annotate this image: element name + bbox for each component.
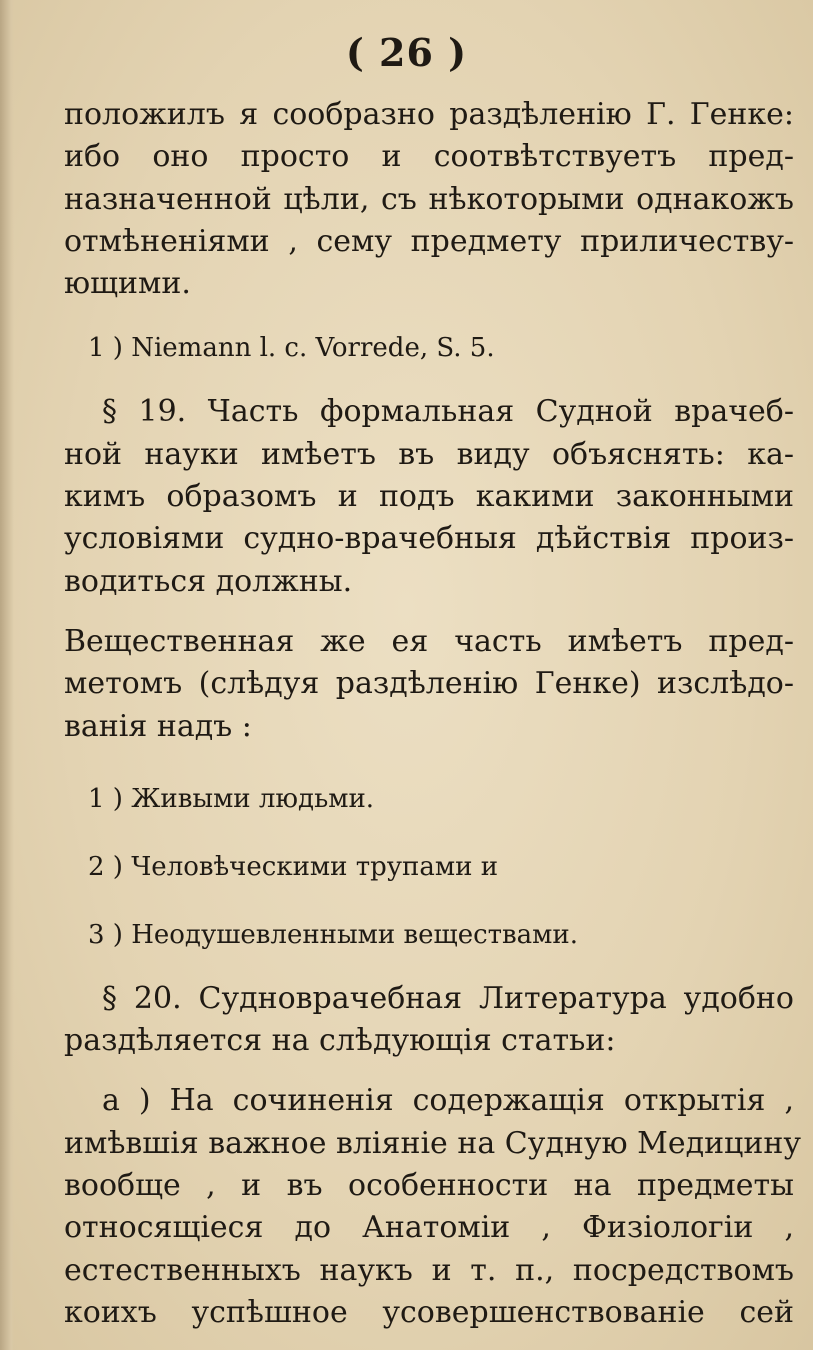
paragraph-section-19	[64, 391, 794, 602]
text-line: ной науки имѣетъ въ виду объяснять: ка-	[64, 436, 794, 472]
text-line: a ) На сочиненія содержащія открытія ,	[102, 1083, 794, 1119]
text-line: ибо оно просто и соотвѣтствуетъ пред-	[64, 139, 794, 175]
text-line: водиться должны.	[64, 563, 353, 599]
paragraph-section-20	[64, 978, 794, 1063]
text-line: раздѣляется на слѣдующія статьи:	[64, 1023, 616, 1059]
paragraph-5	[64, 1080, 801, 1334]
text-line: § 19. Часть формальная Судной врачеб-	[102, 394, 794, 430]
text-line: относящіеся до Анатоміи , Физіологіи ,	[64, 1210, 794, 1246]
text-line: отмѣненіями , сему предмету приличеству-	[64, 223, 794, 259]
page-gutter	[0, 0, 14, 1350]
list-item: 2 ) Человѣческими трупами и	[88, 851, 499, 882]
paragraph-3	[64, 621, 794, 748]
list-item: 1 ) Живыми людьми.	[88, 783, 375, 814]
list-item: 3 ) Неодушевленными веществами.	[88, 919, 578, 950]
text-line: § 20. Судноврачебная Литература удобно	[102, 980, 794, 1016]
text-line: условіями судно-врачебныя дѣйствія произ-	[64, 521, 794, 557]
text-line: Вещественная же ея часть имѣетъ пред-	[64, 623, 794, 659]
text-line: коихъ успѣшное усовершенствованіе сей	[64, 1294, 794, 1330]
text-line: ванія надъ :	[64, 708, 252, 744]
text-line: назначенной цѣли, съ нѣкоторыми однакожъ	[64, 181, 794, 217]
text-line: кимъ образомъ и подъ какими законными	[64, 479, 794, 515]
footnote: 1 ) Niemann l. c. Vorrede, S. 5.	[88, 333, 495, 364]
text-line: естественныхъ наукъ и т. п., посредствомъ	[64, 1252, 794, 1288]
text-line: метомъ (слѣдуя раздѣленію Генке) изслѣдо-	[64, 666, 794, 702]
text-line: ющими.	[64, 266, 191, 302]
paragraph-1	[64, 94, 794, 305]
text-line: вообще , и въ особенности на предметы	[64, 1168, 794, 1204]
subject-list	[64, 782, 794, 952]
text-line: положилъ я сообразно раздѣленію Г. Генке:	[64, 97, 794, 132]
text-body	[64, 94, 801, 1334]
text-line: имѣвшія важное вліяніе на Судную Медицину	[64, 1125, 801, 1161]
page-number: ( 26 )	[345, 30, 468, 75]
